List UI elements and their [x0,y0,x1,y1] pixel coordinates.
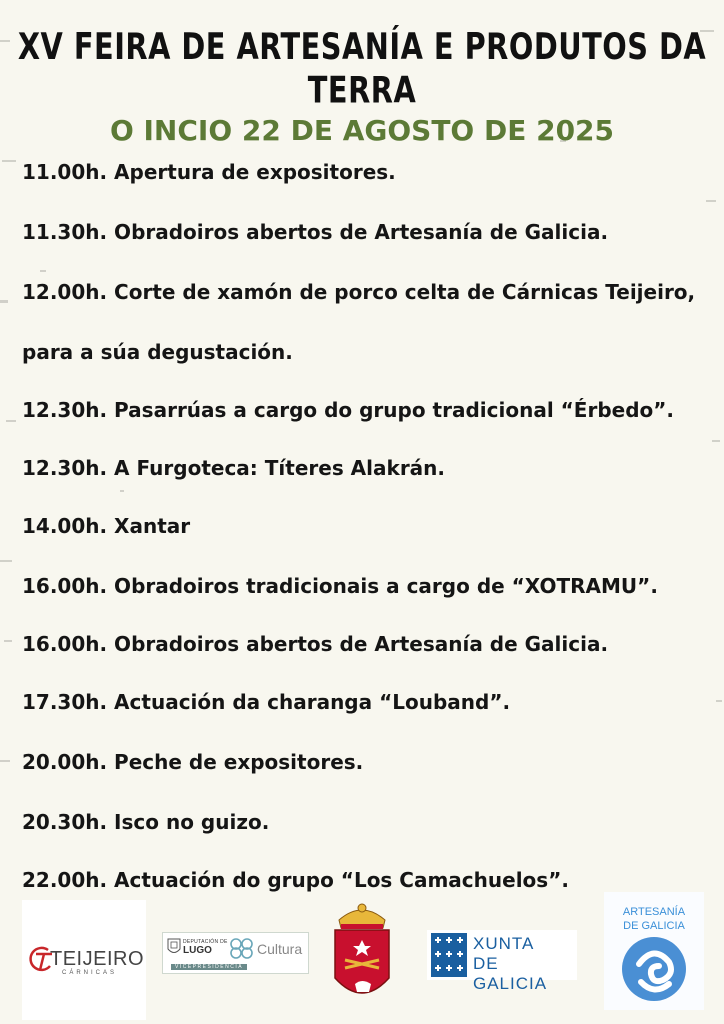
schedule-item: 17.30h. Actuación da charanga “Louband”. [22,690,511,714]
teijeiro-logo [22,900,146,1020]
artesania-swirl-icon [619,934,689,1004]
teijeiro-sub: CÁRNICAS [62,970,118,976]
schedule-item: 16.00h. Obradoiros abertos de Artesanía de Galicia. [22,632,609,656]
de-galicia-label: DE GALICIA [473,954,548,993]
schedule-item: 11.30h. Obradoiros abertos de Artesanía de Galicia. [22,220,609,244]
lugo-crest-icon [167,937,181,957]
schedule-item: 14.00h. Xantar [22,514,191,538]
artesania-label: ARTESANÍA [622,906,686,918]
de-galicia-art-label: DE GALICIA [623,920,685,932]
page-title: XV FEIRA DE ARTESANÍA E PRODUTOS DA TERRA [17,24,707,112]
cultura-rings-icon [229,937,255,959]
teijeiro-name: TEIJEIRO [50,948,145,970]
xunta-cross-grid-icon [431,933,467,977]
schedule-item: 12.30h. A Furgoteca: Títeres Alakrán. [22,456,446,480]
vicepresidencia-label: VICEPRESIDENCIA [171,964,247,970]
schedule-item: 20.30h. Isco no guizo. [22,810,270,834]
cultura-label: Cultura [257,941,303,957]
schedule-item: 16.00h. Obradoiros tradicionais a cargo de “XOTRAMU”. [22,574,658,598]
schedule-item: 12.30h. Pasarrúas a cargo do grupo tradicional “Érbedo”. [22,398,675,422]
lugo-label: LUGO [183,945,212,956]
schedule-item: 12.00h. Corte de xamón de porco celta de Cárnicas Teijeiro, [22,280,696,304]
schedule-item: 11.00h. Apertura de expositores. [22,160,396,184]
schedule-item-continuation: para a súa degustación. [22,340,293,364]
deputacion-label: DEPUTACIÓN DE [183,939,228,945]
event-date-subtitle: O INCIO 22 DE AGOSTO DE 2025 [109,114,615,147]
deputacion-lugo-logo [162,932,309,974]
xunta-galicia-logo [427,930,577,993]
xunta-label: XUNTA [473,934,535,953]
schedule-item: 20.00h. Peche de expositores. [22,750,364,774]
o-incio-coat-of-arms [327,898,397,1010]
sponsor-logos [0,892,724,1024]
coat-of-arms-icon [327,898,397,1010]
schedule-item: 22.00h. Actuación do grupo “Los Camachuelos”. [22,868,569,892]
artesania-galicia-logo [604,892,704,1010]
